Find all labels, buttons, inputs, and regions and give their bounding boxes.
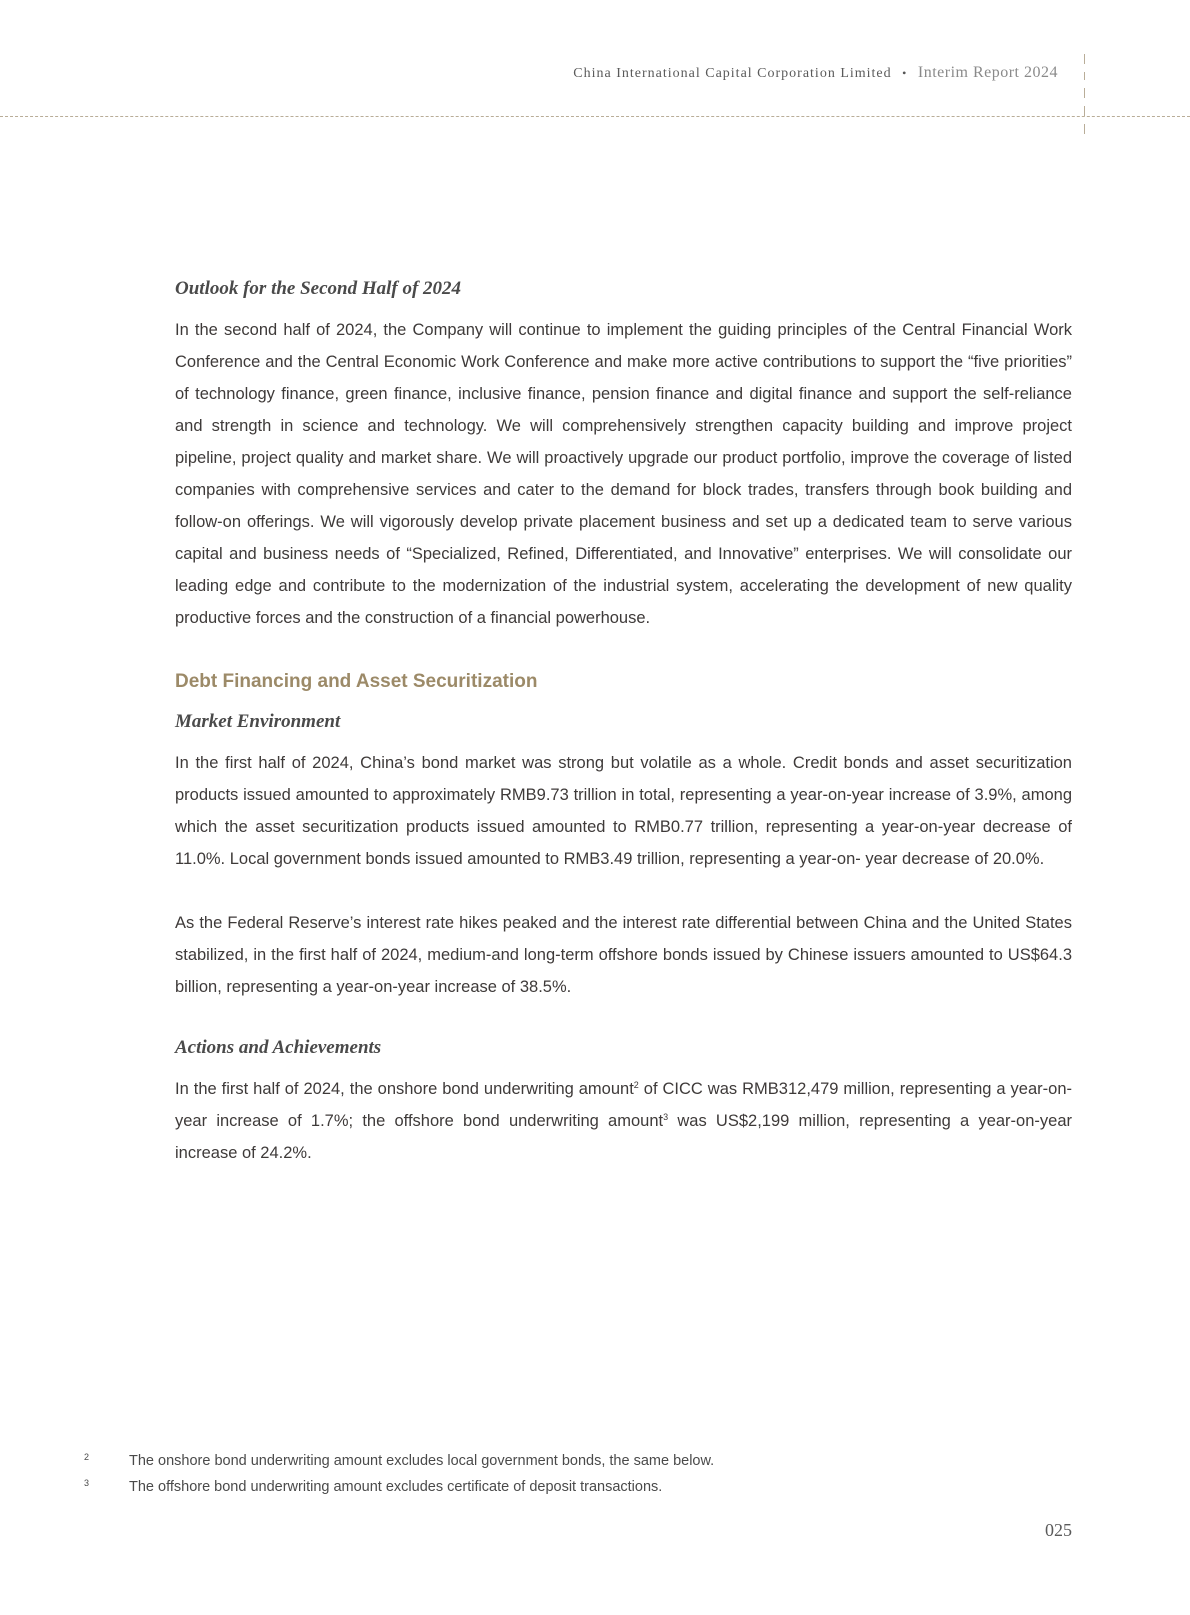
footnote-mark: 3 [84,1478,90,1488]
actions-text-1: In the first half of 2024, the onshore bond underwriting amount [175,1080,634,1098]
header-report-title: Interim Report 2024 [917,64,1058,81]
actions-text-3: was US$2,199 million, representing a year-on-year increase of 24.2%. [175,1112,1072,1162]
header-tick-mark [1084,106,1085,116]
header-tick-mark [1084,54,1085,64]
actions-heading: Actions and Achievements [175,1037,382,1058]
footnote-ref-3: 3 [663,1112,669,1122]
header-divider [0,116,1190,117]
running-header [573,64,1058,82]
footnote-text: The offshore bond underwriting amount excludes certificate of deposit transactions. [129,1479,663,1495]
footnote-item [84,1448,984,1474]
footnote-item [84,1474,984,1500]
actions-text-2: of CICC was RMB312,479 million, representing a year-on-year increase of 1.7%; the offshore bond underwriting amount [175,1080,1072,1130]
footnote-text: The onshore bond underwriting amount excludes local government bonds, the same below. [129,1453,715,1469]
header-tick-mark [1084,124,1085,134]
actions-paragraph [175,1073,1072,1169]
header-bullet: • [902,66,908,80]
footnotes [84,1448,984,1500]
outlook-heading: Outlook for the Second Half of 2024 [175,278,462,299]
market-environment-heading: Market Environment [175,711,341,732]
header-tick-mark [1084,72,1085,80]
footnote-ref-2: 2 [633,1080,639,1090]
outlook-paragraph: In the second half of 2024, the Company will continue to implement the guiding principles of the Central Financial Work Conference and the Central Economic Work Conference and make more active contributions to support the “five priorities” of technology finance, green finance, inclusive finance, pension finance and digital finance and support the self-reliance and strength in science and technology. We will comprehensively strengthen capacity building and improve project pipeline, project quality and market share. We will proactively upgrade our product portfolio, improve the coverage of listed companies with comprehensive services and cater to the demand for block trades, transfers through book building and follow-on offerings. We will vigorously develop private placement business and set up a dedicated team to serve various capital and business needs of “Specialized, Refined, Differentiated, and Innovative” enterprises. We will consolidate our leading edge and contribute to the modernization of the industrial system, accelerating the development of new quality productive forces and the construction of a financial powerhouse. [175,321,1072,627]
header-company: China International Capital Corporation Limited [573,66,892,81]
header-tick-mark [1084,88,1085,98]
market-paragraph-2: As the Federal Reserve’s interest rate hikes peaked and the interest rate differential between China and the United States stabilized, in the first half of 2024, medium-and long-term offshore bonds issued by Chinese issuers amounted to US$64.3 billion, representing a year-on-year increase of 38.5%. [175,914,1072,996]
footnote-mark: 2 [84,1452,90,1462]
page-number: 025 [1045,1520,1072,1540]
market-paragraph-1: In the first half of 2024, China’s bond market was strong but volatile as a whole. Credit bonds and asset securitization products issued amounted to approximately RMB9.73 trillion in total, representing a year-on-year increase of 3.9%, among which the asset securitization products issued amounted to RMB0.77 trillion, representing a year-on-year decrease of 11.0%. Local government bonds issued amounted to RMB3.49 trillion, representing a year-on- year decrease of 20.0%. [175,754,1072,868]
main-content [175,278,1072,1169]
debt-financing-title: Debt Financing and Asset Securitization [175,671,538,692]
